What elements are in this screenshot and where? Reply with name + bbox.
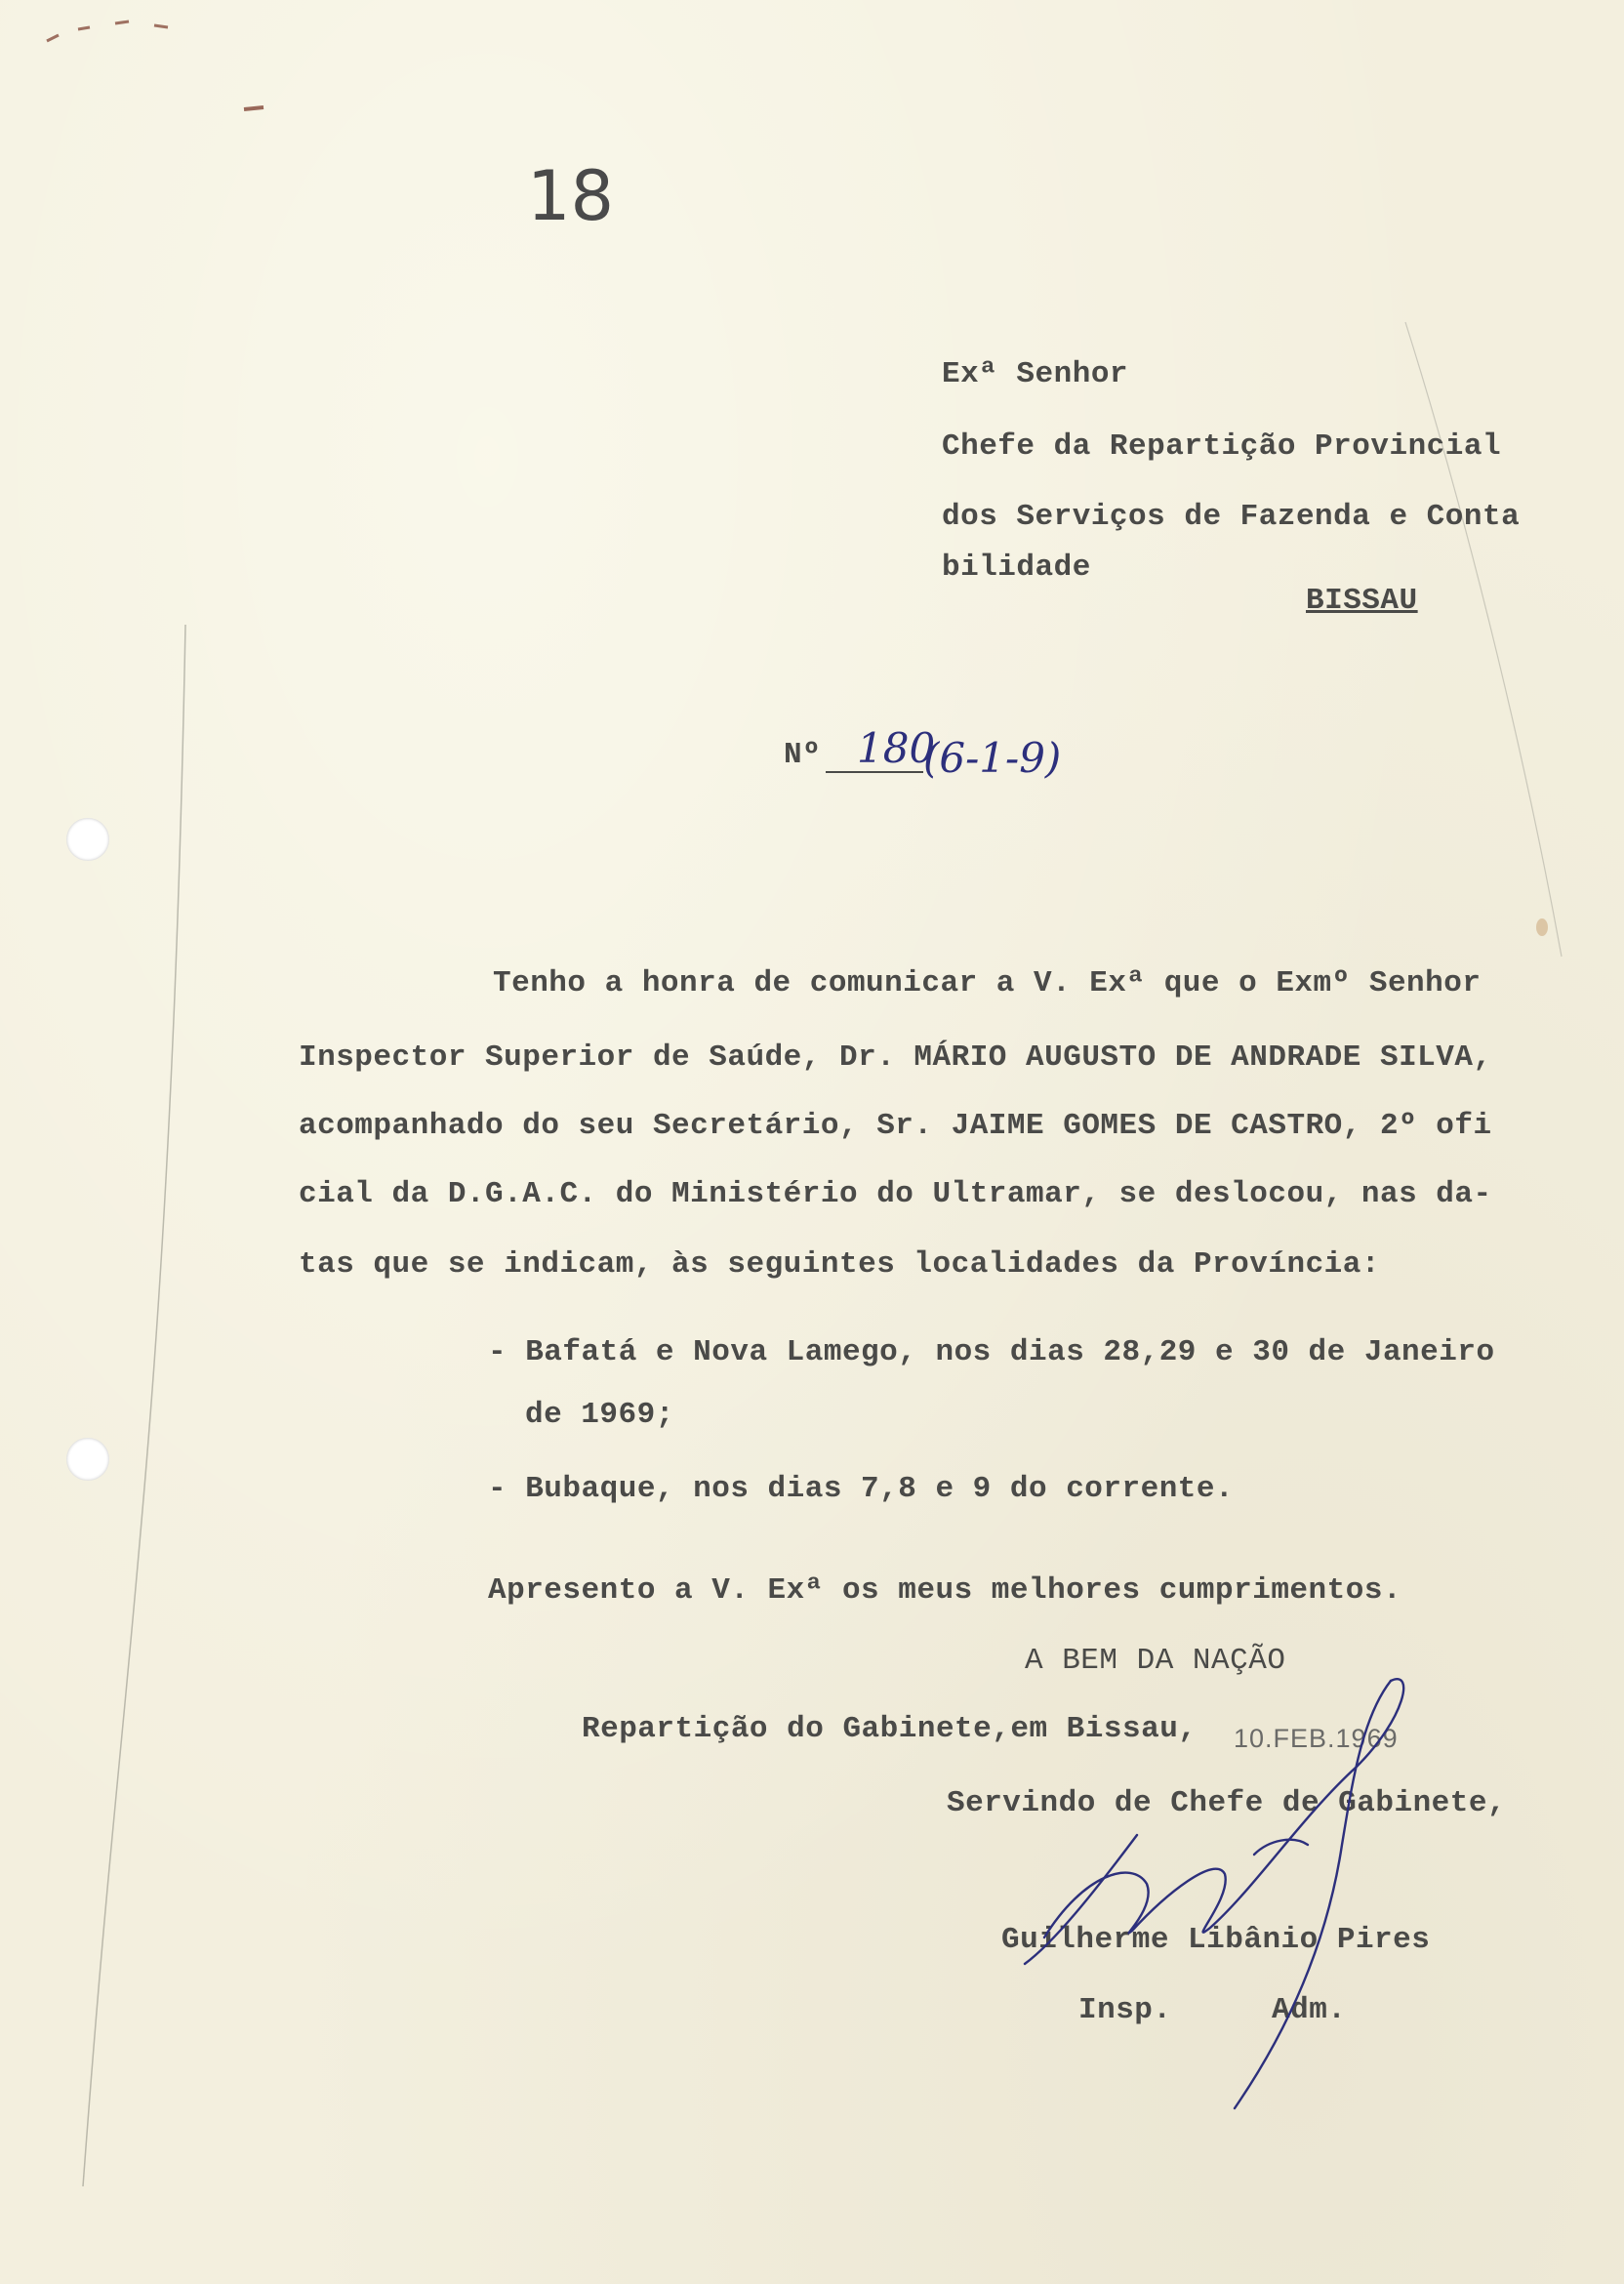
body-line-2: Inspector Superior de Saúde, Dr. MÁRIO AUGUSTO DE ANDRADE SILVA,	[299, 1040, 1492, 1075]
title-left: Insp.	[1078, 1993, 1172, 2027]
address-line-3: bilidade	[942, 551, 1091, 585]
reference-code: (6-1-9)	[923, 734, 1062, 782]
address-line-2: dos Serviços de Fazenda e Conta	[942, 500, 1521, 534]
list-item-1-line-2: de 1969;	[525, 1398, 674, 1432]
address-line-1: Chefe da Repartição Provincial	[942, 429, 1502, 464]
title-right: Adm.	[1272, 1993, 1347, 2027]
motto: A BEM DA NAÇÃO	[1025, 1644, 1286, 1678]
address-salutation: Exª Senhor	[942, 357, 1129, 391]
place-line: Repartição do Gabinete,em Bissau,	[582, 1712, 1198, 1746]
list-item-1-line-1: - Bafatá e Nova Lamego, nos dias 28,29 e 30 de Janeiro	[488, 1335, 1495, 1369]
body-line-4: cial da D.G.A.C. do Ministério do Ultramar, se deslocou, nas da-	[299, 1177, 1492, 1211]
date-stamp: 10.FEB.1969	[1234, 1724, 1399, 1753]
body-line-5: tas que se indicam, às seguintes localidades da Província:	[299, 1247, 1380, 1282]
folio-number: 18	[527, 156, 615, 236]
signatory-name: Guilherme Libânio Pires	[1001, 1923, 1431, 1957]
closing-line: Apresento a V. Exª os meus melhores cumprimentos.	[488, 1573, 1402, 1608]
reference-prefix: Nº	[784, 738, 822, 772]
body-line-1: Tenho a honra de comunicar a V. Exª que o Exmº Senhor	[493, 966, 1482, 1000]
reference-number: 180	[857, 724, 936, 772]
address-city: BISSAU	[1306, 584, 1418, 618]
role-line: Servindo de Chefe de Gabinete,	[947, 1786, 1507, 1820]
body-line-3: acompanhado do seu Secretário, Sr. JAIME GOMES DE CASTRO, 2º ofi	[299, 1109, 1492, 1143]
list-item-2-line-1: - Bubaque, nos dias 7,8 e 9 do corrente.	[488, 1472, 1235, 1506]
